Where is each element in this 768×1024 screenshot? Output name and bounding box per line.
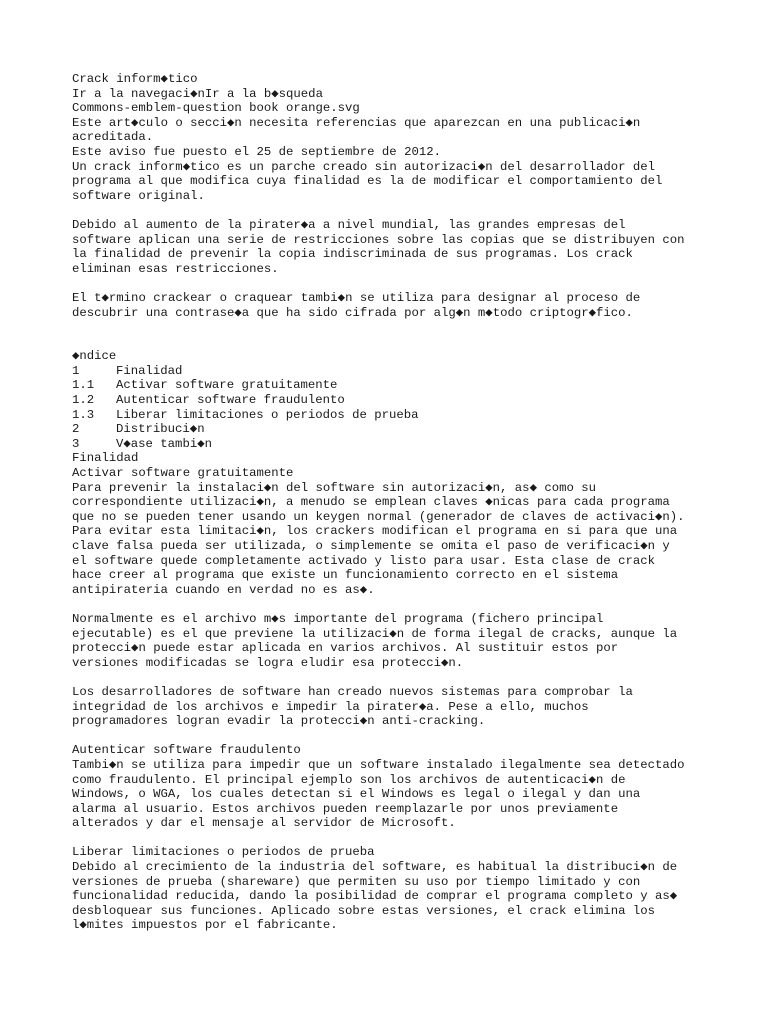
paragraph-line: l◆mites impuestos por el fabricante.: [72, 918, 338, 933]
toc-label: Finalidad: [116, 363, 183, 378]
paragraph-line: versiones modificadas se logra eludir esa protecci◆n.: [72, 655, 464, 670]
paragraph-line: Windows, o WGA, los cuales detectan si el Windows es legal o ilegal y dan una: [72, 787, 641, 802]
paragraph-line: protecci◆n puede estar aplicada en varios archivos. Al sustituir estos por: [72, 641, 619, 656]
paragraph-term: [72, 291, 712, 320]
spacer: [72, 597, 712, 612]
spacer: [72, 729, 712, 744]
spacer: [72, 831, 712, 846]
toc-number: 3: [72, 436, 80, 451]
paragraph-line: Normalmente es el archivo m◆s importante del programa (fichero principal: [72, 611, 604, 626]
toc-item[interactable]: [72, 364, 712, 379]
paragraph-line: integridad de los archivos e impedir la pirater◆a. Pese a ello, muchos: [72, 699, 589, 714]
image-filename: Commons-emblem-question book orange.svg: [72, 101, 360, 116]
paragraph-line: el software quede completamente activado y listo para usar. Esta clase de crack: [72, 553, 655, 568]
paragraph-line: descubrir una contrase◆a que ha sido cifrada por alg◆n m◆todo criptogr◆fico.: [72, 305, 633, 320]
toc-label: Activar software gratuitamente: [116, 378, 338, 393]
paragraph-line: alterados y dar el mensaje al servidor de Microsoft.: [72, 816, 456, 831]
paragraph-line: software aplican una serie de restricciones sobre las copias que se distribuyen con: [72, 232, 685, 247]
toc-item[interactable]: [72, 408, 712, 423]
paragraph-line: El t◆rmino crackear o craquear tambi◆n se utiliza para designar al proceso de: [72, 290, 641, 305]
paragraph-line: eliminan esas restricciones.: [72, 261, 279, 276]
paragraph-line: Debido al aumento de la pirater◆a a nivel mundial, las grandes empresas del: [72, 217, 626, 232]
notice-date: Este aviso fue puesto el 25 de septiembre de 2012.: [72, 144, 441, 159]
subsection-heading: Activar software gratuitamente: [72, 466, 294, 481]
spacer: [72, 670, 712, 685]
toc-item[interactable]: [72, 437, 712, 452]
intro-line: software original.: [72, 188, 205, 203]
section-heading: Finalidad: [72, 451, 139, 466]
notice-line: Este art◆culo o secci◆n necesita referencias que aparezcan en una publicaci◆n: [72, 115, 641, 130]
paragraph-line: que no se pueden tener usando un keygen normal (generador de claves de activaci◆n).: [72, 509, 685, 524]
subsection-heading: Liberar limitaciones o periodos de prueba: [72, 845, 375, 860]
toc-number: 1.1: [72, 378, 95, 393]
paragraph-piracy: [72, 218, 712, 276]
spacer: [72, 203, 712, 218]
toc-label: Liberar limitaciones o periodos de prueba: [116, 407, 419, 422]
paragraph-line: programadores logran evadir la protecci◆n anti-cracking.: [72, 714, 486, 729]
intro-line: programa al que modifica cuya finalidad es la de modificar el comportamiento del: [72, 174, 663, 189]
article-title: Crack inform◆tico: [72, 72, 198, 86]
paragraph-line: hace creer al programa que existe un funcionamiento correcto en el sistema: [72, 568, 619, 583]
paragraph-line: antipirateria cuando en verdad no es as◆.: [72, 582, 375, 597]
table-of-contents: [72, 349, 712, 451]
spacer: [72, 276, 712, 291]
paragraph-line: Tambi◆n se utiliza para impedir que un software instalado ilegalmente sea detectado: [72, 757, 685, 772]
paragraph-line: Los desarrolladores de software han creado nuevos sistemas para comprobar la: [72, 684, 633, 699]
document-page: [72, 72, 712, 933]
paragraph-line: alarma al usuario. Estos archivos pueden reemplazarle por unos previamente: [72, 801, 619, 816]
nav-links[interactable]: Ir a la navegaci◆nIr a la b◆squeda: [72, 86, 323, 101]
paragraph-line: como fraudulento. El principal ejemplo son los archivos de autenticaci◆n de: [72, 772, 626, 787]
paragraph-line: Para evitar esta limitaci◆n, los crackers modifican el programa en si para que una: [72, 524, 678, 539]
notice-line: acreditada.: [72, 130, 154, 145]
paragraph-line: correspondiente utilizaci◆n, a menudo se emplean claves ◆nicas para cada programa: [72, 495, 670, 510]
section-autenticar: [72, 743, 712, 831]
toc-title: ◆ndice: [72, 349, 117, 364]
header-block: [72, 72, 712, 203]
paragraph-developers: [72, 685, 712, 729]
paragraph-executable: [72, 612, 712, 670]
toc-label: V◆ase tambi◆n: [116, 436, 212, 451]
toc-number: 1: [72, 363, 80, 378]
paragraph-line: desbloquear sus funciones. Aplicado sobre estas versiones, el crack elimina los: [72, 903, 655, 918]
toc-item[interactable]: [72, 422, 712, 437]
paragraph-line: versiones de prueba (shareware) que permiten su uso por tiempo limitado y con: [72, 874, 641, 889]
paragraph-line: ejecutable) es el que previene la utilizaci◆n de forma ilegal de cracks, aunque la: [72, 626, 678, 641]
section-liberar: [72, 845, 712, 933]
paragraph-line: clave falsa pueda ser utilizada, o simplemente se omita el paso de verificaci◆n y: [72, 539, 670, 553]
paragraph-line: funcionalidad reducida, dando la posibilidad de comprar el programa completo y as◆: [72, 889, 678, 904]
paragraph-line: la finalidad de prevenir la copia indiscriminada de sus programas. Los crack: [72, 247, 633, 262]
section-finalidad: [72, 451, 712, 597]
spacer: [72, 320, 712, 335]
subsection-heading: Autenticar software fraudulento: [72, 743, 301, 758]
toc-label: Autenticar software fraudulento: [116, 393, 345, 408]
paragraph-line: Para prevenir la instalaci◆n del software sin autorizaci◆n, as◆ como su: [72, 480, 597, 495]
toc-number: 1.2: [72, 393, 95, 408]
paragraph-line: Debido al crecimiento de la industria del software, es habitual la distribuci◆n de: [72, 860, 678, 875]
toc-number: 1.3: [72, 407, 95, 422]
toc-number: 2: [72, 422, 80, 437]
toc-label: Distribuci◆n: [116, 422, 205, 437]
toc-item[interactable]: [72, 378, 712, 393]
toc-item[interactable]: [72, 393, 712, 408]
spacer: [72, 335, 712, 350]
intro-line: Un crack inform◆tico es un parche creado sin autorizaci◆n del desarrollador del: [72, 159, 656, 174]
